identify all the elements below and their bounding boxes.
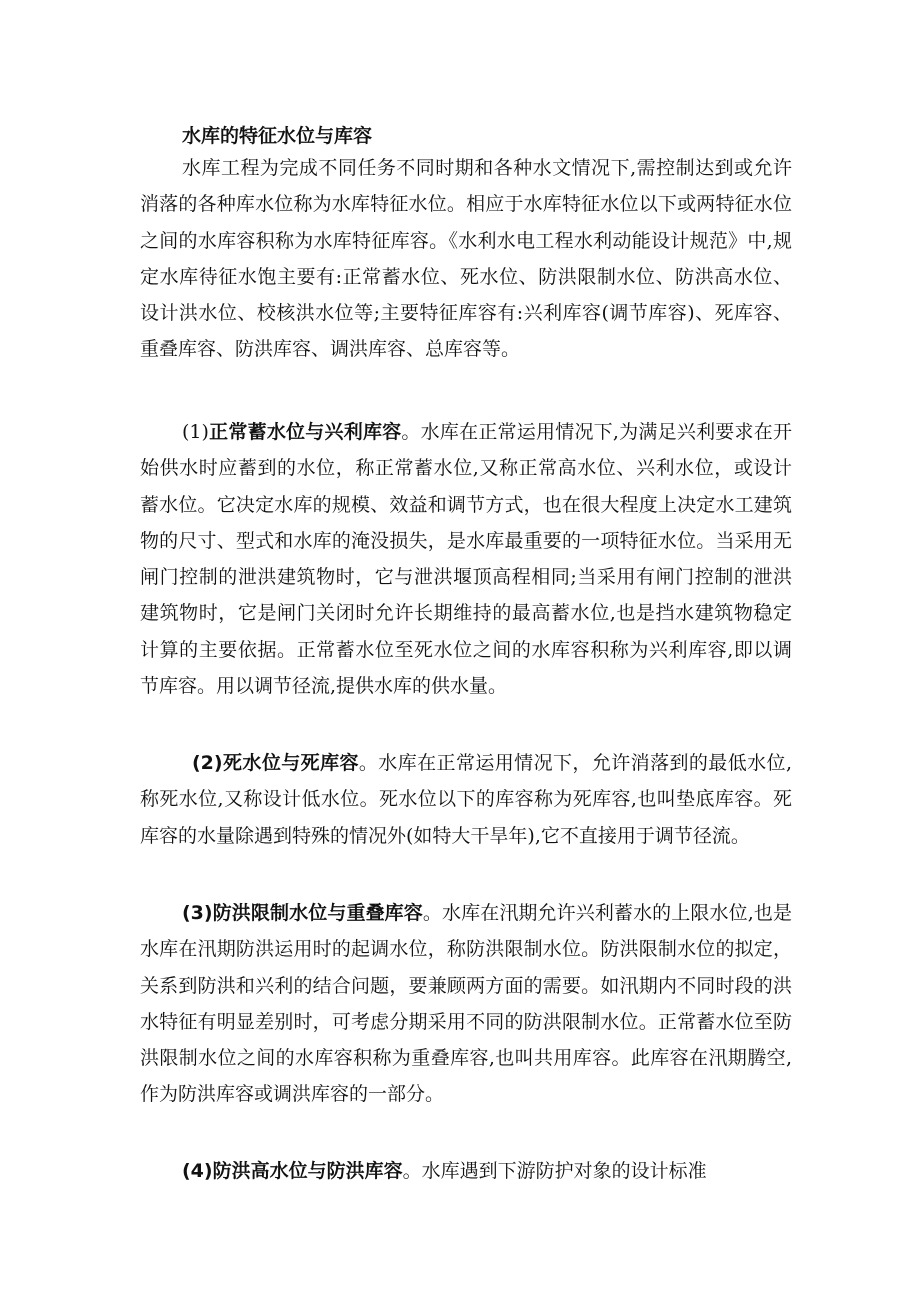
document-title: 水库的特征水位与库容	[182, 125, 373, 147]
section-heading-2: 死水位与死库容	[222, 752, 359, 774]
intro-paragraph: 水库工程为完成不同任务不同时期和各种水文情况下,需控制达到或允许消落的各种库水位称为水库特征水位。相应于水库特征水位以下或两特征水位之间的水库容积称为水库特征库容。《水利水电工程水利动能设计规范》中,规定水库待征水饱主要有:正常蓄水位、死水位、防洪限制水位、防洪高水位、设计洪水位、校核洪水位等;主要特征库容有:兴利库容(调节库容)、死库容、重叠库容、防洪库容、调洪库容、总库容等。	[140, 157, 792, 361]
section-body-3: 。水库在汛期允许兴利蓄水的上限水位,也是水库在汛期防洪运用时的起调水位，称防洪限制水位。防洪限制水位的拟定，关系到防洪和兴利的结合问题，要兼顾两方面的需要。如汛期内不同时段的洪水特征有明显差别时，可考虑分期采用不同的防洪限制水位。正常蓄水位至防洪限制水位之间的水库容积称为重叠库容,也叫共用库容。此库容在汛期腾空,作为防洪库容或调洪库容的一部分。	[140, 902, 792, 1106]
section-number-4: (4)	[182, 1160, 213, 1182]
section-number-1: (1)	[182, 421, 209, 443]
section-body-2: 。水库在正常运用情况下，允许消落到的最低水位,称死水位,又称设计低水位。死水位以下的库容称为死库容,也叫垫底库容。死库容的水量除遇到特殊的情况外(如特大干旱年),它不直接用于调节径流。	[140, 752, 792, 847]
section-number-3: (3)	[182, 902, 213, 924]
section-paragraph-4	[140, 1153, 792, 1189]
section-body-4: 。水库遇到下游防护对象的设计标准	[402, 1160, 707, 1182]
section-heading-4: 防洪高水位与防洪库容	[212, 1160, 403, 1182]
section-heading-3: 防洪限制水位与重叠库容	[212, 902, 423, 924]
section-heading-1: 正常蓄水位与兴利库容	[208, 421, 402, 443]
section-paragraph-3	[140, 895, 792, 1113]
section-paragraph-2	[140, 745, 792, 854]
section-number-2: (2)	[192, 752, 223, 774]
section-body-1: 。水库在正常运用情况下,为满足兴利要求在开始供水时应蓄到的水位，称正常蓄水位,又称正常高水位、兴利水位，或设计蓄水位。它决定水库的规模、效益和调节方式，也在很大程度上决定水工建筑物的尺寸、型式和水库的淹没损失，是水库最重要的一项特征水位。当采用无闸门控制的泄洪建筑物时，它与泄洪堰顶高程相同;当采用有闸门控制的泄洪建筑物时，它是闸门关闭时允许长期维持的最高蓄水位,也是挡水建筑物稳定计算的主要依据。正常蓄水位至死水位之间的水库容积称为兴利库容,即以调节库容。用以调节径流,提供水库的供水量。	[140, 421, 792, 698]
section-paragraph-1	[140, 414, 792, 704]
